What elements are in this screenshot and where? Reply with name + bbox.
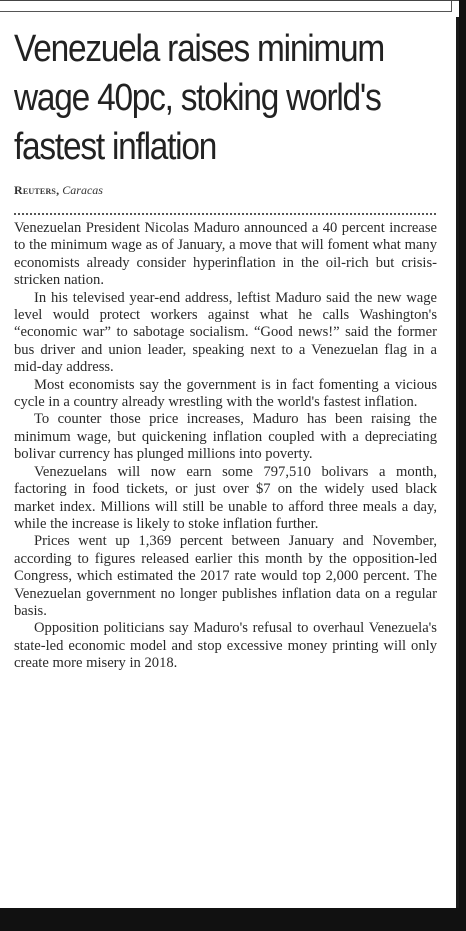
byline-dateline: Caracas [62, 183, 103, 197]
byline-agency: Reuters, [14, 183, 60, 197]
article-paragraph: In his televised year-end address, leftist Maduro said the new wage level would protect workers against what he calls Washington's “economic war” to sabotage socialism. “Good news!” said the former bus driver and union leader, speaking next to a Venezuelan flag in a mid-day address. [14, 289, 437, 376]
article-paragraph: Venezuelans will now earn some 797,510 bolivars a month, factoring in food tickets, or just over $7 on the widely used black market index. Millions will still be unable to afford three meals a day, while the increase is likely to stoke inflation further. [14, 463, 437, 532]
article-paragraph: Venezuelan President Nicolas Maduro announced a 40 percent increase to the minimum wage as of January, a move that will foment what many economists already consider hyperinflation in the oil-rich but crisis-stricken nation. [14, 220, 437, 289]
right-page-edge [456, 17, 459, 909]
article-byline [14, 183, 103, 198]
article-body [14, 220, 437, 673]
top-border-rule [0, 11, 451, 12]
article-paragraph: Prices went up 1,369 percent between January and November, according to figures released earlier this month by the opposition-led Congress, which estimated the 2017 rate would top 2,000 percent. The Venezuelan government no longer publishes inflation data on a regular basis. [14, 533, 437, 619]
article-paragraph: Most economists say the government is in fact fomenting a vicious cycle in a country already wrestling with the world's fastest inflation. [14, 376, 437, 411]
corner-border-rule [451, 1, 452, 12]
article-paragraph: To counter those price increases, Maduro has been raising the minimum wage, but quickening inflation coupled with a depreciating bolivar currency has plunged millions into poverty. [14, 411, 437, 463]
article-headline: Venezuela raises minimum wage 40pc, stoking world's fastest inflation [14, 28, 385, 168]
scan-bottom-edge [0, 908, 466, 931]
article-paragraph: Opposition politicians say Maduro's refusal to overhaul Venezuela's state-led economic model and stop excessive money printing will only create more misery in 2018. [14, 620, 437, 672]
byline-divider [14, 213, 436, 215]
